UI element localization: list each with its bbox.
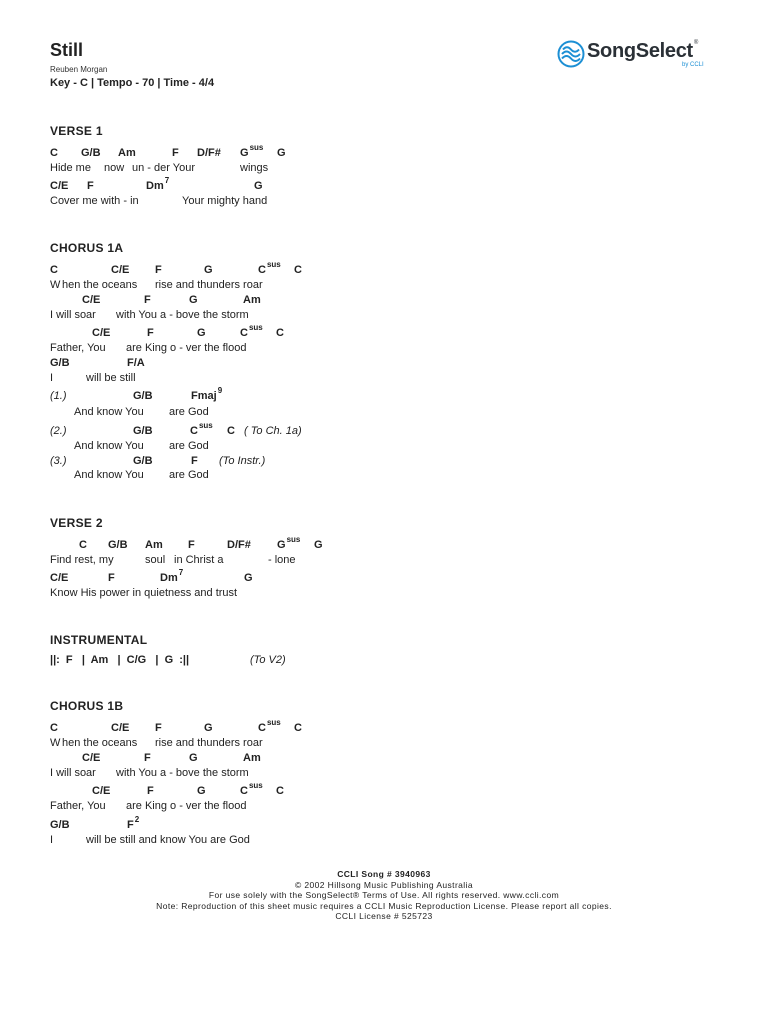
lyric: Cover me with - in <box>50 195 139 207</box>
lyric: hen the oceans <box>62 737 138 749</box>
chord: $G^{sus}$ <box>240 143 264 159</box>
lyric: - lone <box>268 554 296 566</box>
chord: F <box>147 785 154 797</box>
lyric: with You a - bove the storm <box>116 767 249 779</box>
lyric: I will soar <box>50 309 96 321</box>
chord: F <box>108 572 115 584</box>
chord: G <box>277 147 286 159</box>
lyric: Your mighty hand <box>182 195 268 207</box>
ending-marker: (3.) <box>50 455 67 467</box>
chord: Am <box>118 147 136 159</box>
chord: G/B <box>50 357 70 369</box>
chord: D/F# <box>227 539 251 551</box>
section-heading-verse-2: VERSE 2 <box>50 516 103 530</box>
chord: F <box>188 539 195 551</box>
chord: C <box>294 264 302 276</box>
lyric: un - der Your <box>132 162 195 174</box>
lyric: W <box>50 737 61 749</box>
chord: Am <box>243 294 261 306</box>
lyric: I <box>50 372 54 384</box>
chord: $G^{sus}$ <box>277 535 301 551</box>
chord: $C^{sus}$ <box>258 260 281 276</box>
chord: G <box>189 752 198 764</box>
chord: C <box>227 425 235 437</box>
lyric: Hide me <box>50 162 91 174</box>
lyric: with You a - bove the storm <box>116 309 249 321</box>
chord: G/B <box>133 425 153 437</box>
lyric: are God <box>169 440 209 452</box>
chord: G/B <box>108 539 128 551</box>
lyric: Know His power in quietness and trust <box>50 587 238 599</box>
chord: G <box>197 327 206 339</box>
songselect-wave-icon <box>557 40 585 68</box>
lyric: Father, You <box>50 800 106 812</box>
lyric: are God <box>169 406 209 418</box>
lyric: I will soar <box>50 767 96 779</box>
lyric: wings <box>240 162 269 174</box>
chord: G/B <box>133 455 153 467</box>
chord: C/E <box>50 180 69 192</box>
lyric: Find rest, my <box>50 554 114 566</box>
lyric: will be still and know You are God <box>86 834 250 846</box>
chord: G <box>204 264 213 276</box>
lyric: And know You <box>74 469 144 481</box>
chord: G/B <box>133 390 153 402</box>
section-heading-chorus-1a: CHORUS 1A <box>50 241 124 255</box>
chord: F <box>87 180 94 192</box>
ccli-footer <box>0 869 768 922</box>
song-title: Still <box>50 40 84 60</box>
instrumental-pattern: ||: F | Am | C/G | G :|| <box>50 654 190 666</box>
section-heading-verse-1: VERSE 1 <box>50 124 103 138</box>
chord: C <box>50 147 58 159</box>
navigation-cue: (To Instr.) <box>219 455 266 467</box>
chord: G/B <box>50 819 70 831</box>
chord: Am <box>243 752 261 764</box>
chord: F <box>155 264 162 276</box>
chord: C/E <box>92 785 111 797</box>
chord: F <box>191 455 198 467</box>
chord: F <box>172 147 179 159</box>
lyric: I <box>50 834 54 846</box>
song-meta: Key - C | Tempo - 70 | Time - 4/4 <box>50 77 215 89</box>
lyric: in Christ a <box>174 554 224 566</box>
chord: C/E <box>82 752 101 764</box>
terms-notice: For use solely with the SongSelect® Terms of Use. All rights reserved. www.ccli.com <box>208 890 560 900</box>
chord: G <box>314 539 323 551</box>
section-heading-chorus-1b: CHORUS 1B <box>50 699 124 713</box>
lyric: hen the oceans <box>62 279 138 291</box>
chord: $C^{sus}$ <box>258 718 281 734</box>
chord: G/B <box>81 147 101 159</box>
ccli-song-number: CCLI Song # 3940963 <box>337 869 431 879</box>
ccli-license-number: CCLI License # 525723 <box>335 911 433 921</box>
lyric: And know You <box>74 406 144 418</box>
lyric: will be still <box>86 372 136 384</box>
chord: C <box>50 264 58 276</box>
chord: $C^{sus}$ <box>190 421 213 437</box>
logo-byline: by CCLI <box>682 62 704 68</box>
lyric: are King o - ver the flood <box>126 800 247 812</box>
song-author: Reuben Morgan <box>50 65 108 74</box>
chord: F <box>144 752 151 764</box>
navigation-cue: (To V2) <box>250 654 286 666</box>
lyric: rise and thunders roar <box>155 279 263 291</box>
chord: Dm$^7$ <box>160 568 184 584</box>
navigation-cue: ( To Ch. 1a) <box>244 425 302 437</box>
chord: $C^{sus}$ <box>240 323 263 339</box>
chord: G <box>254 180 263 192</box>
chord: Dm$^7$ <box>146 176 170 192</box>
chord: G <box>244 572 253 584</box>
lyric: soul <box>145 554 166 566</box>
chord: F <box>147 327 154 339</box>
chord: F/A <box>127 357 145 369</box>
chord: G <box>189 294 198 306</box>
lyric: And know You <box>74 440 144 452</box>
logo-wordmark: SongSelect® <box>587 40 699 62</box>
chord: Am <box>145 539 163 551</box>
chord: F <box>155 722 162 734</box>
ending-marker: (1.) <box>50 390 67 402</box>
lyric: W <box>50 279 61 291</box>
chord: D/F# <box>197 147 221 159</box>
chord: C <box>276 327 284 339</box>
chord: C/E <box>50 572 69 584</box>
chord: G <box>204 722 213 734</box>
lyric: now <box>104 162 125 174</box>
chord: F <box>144 294 151 306</box>
songselect-logo <box>557 40 717 72</box>
section-heading-instrumental: INSTRUMENTAL <box>50 633 148 647</box>
lyric: Father, You <box>50 342 106 354</box>
chord: Fmaj$^9$ <box>191 386 223 402</box>
chord: C/E <box>82 294 101 306</box>
chord: G <box>197 785 206 797</box>
chord: C <box>294 722 302 734</box>
ending-marker: (2.) <box>50 425 67 437</box>
lyric: are God <box>169 469 209 481</box>
chord: C <box>79 539 87 551</box>
copyright-notice: © 2002 Hillsong Music Publishing Australia <box>294 879 474 890</box>
chord: C/E <box>92 327 111 339</box>
chord: $F^2$ <box>127 815 140 831</box>
chord: C/E <box>111 722 130 734</box>
chord: $C^{sus}$ <box>240 781 263 797</box>
lyric: are King o - ver the flood <box>126 342 247 354</box>
lyric: rise and thunders roar <box>155 737 263 749</box>
chord: C/E <box>111 264 130 276</box>
reproduction-note: Note: Reproduction of this sheet music requires a CCLI Music Reproduction License. Please report all copies. <box>156 900 612 911</box>
chord: C <box>276 785 284 797</box>
chord: C <box>50 722 58 734</box>
